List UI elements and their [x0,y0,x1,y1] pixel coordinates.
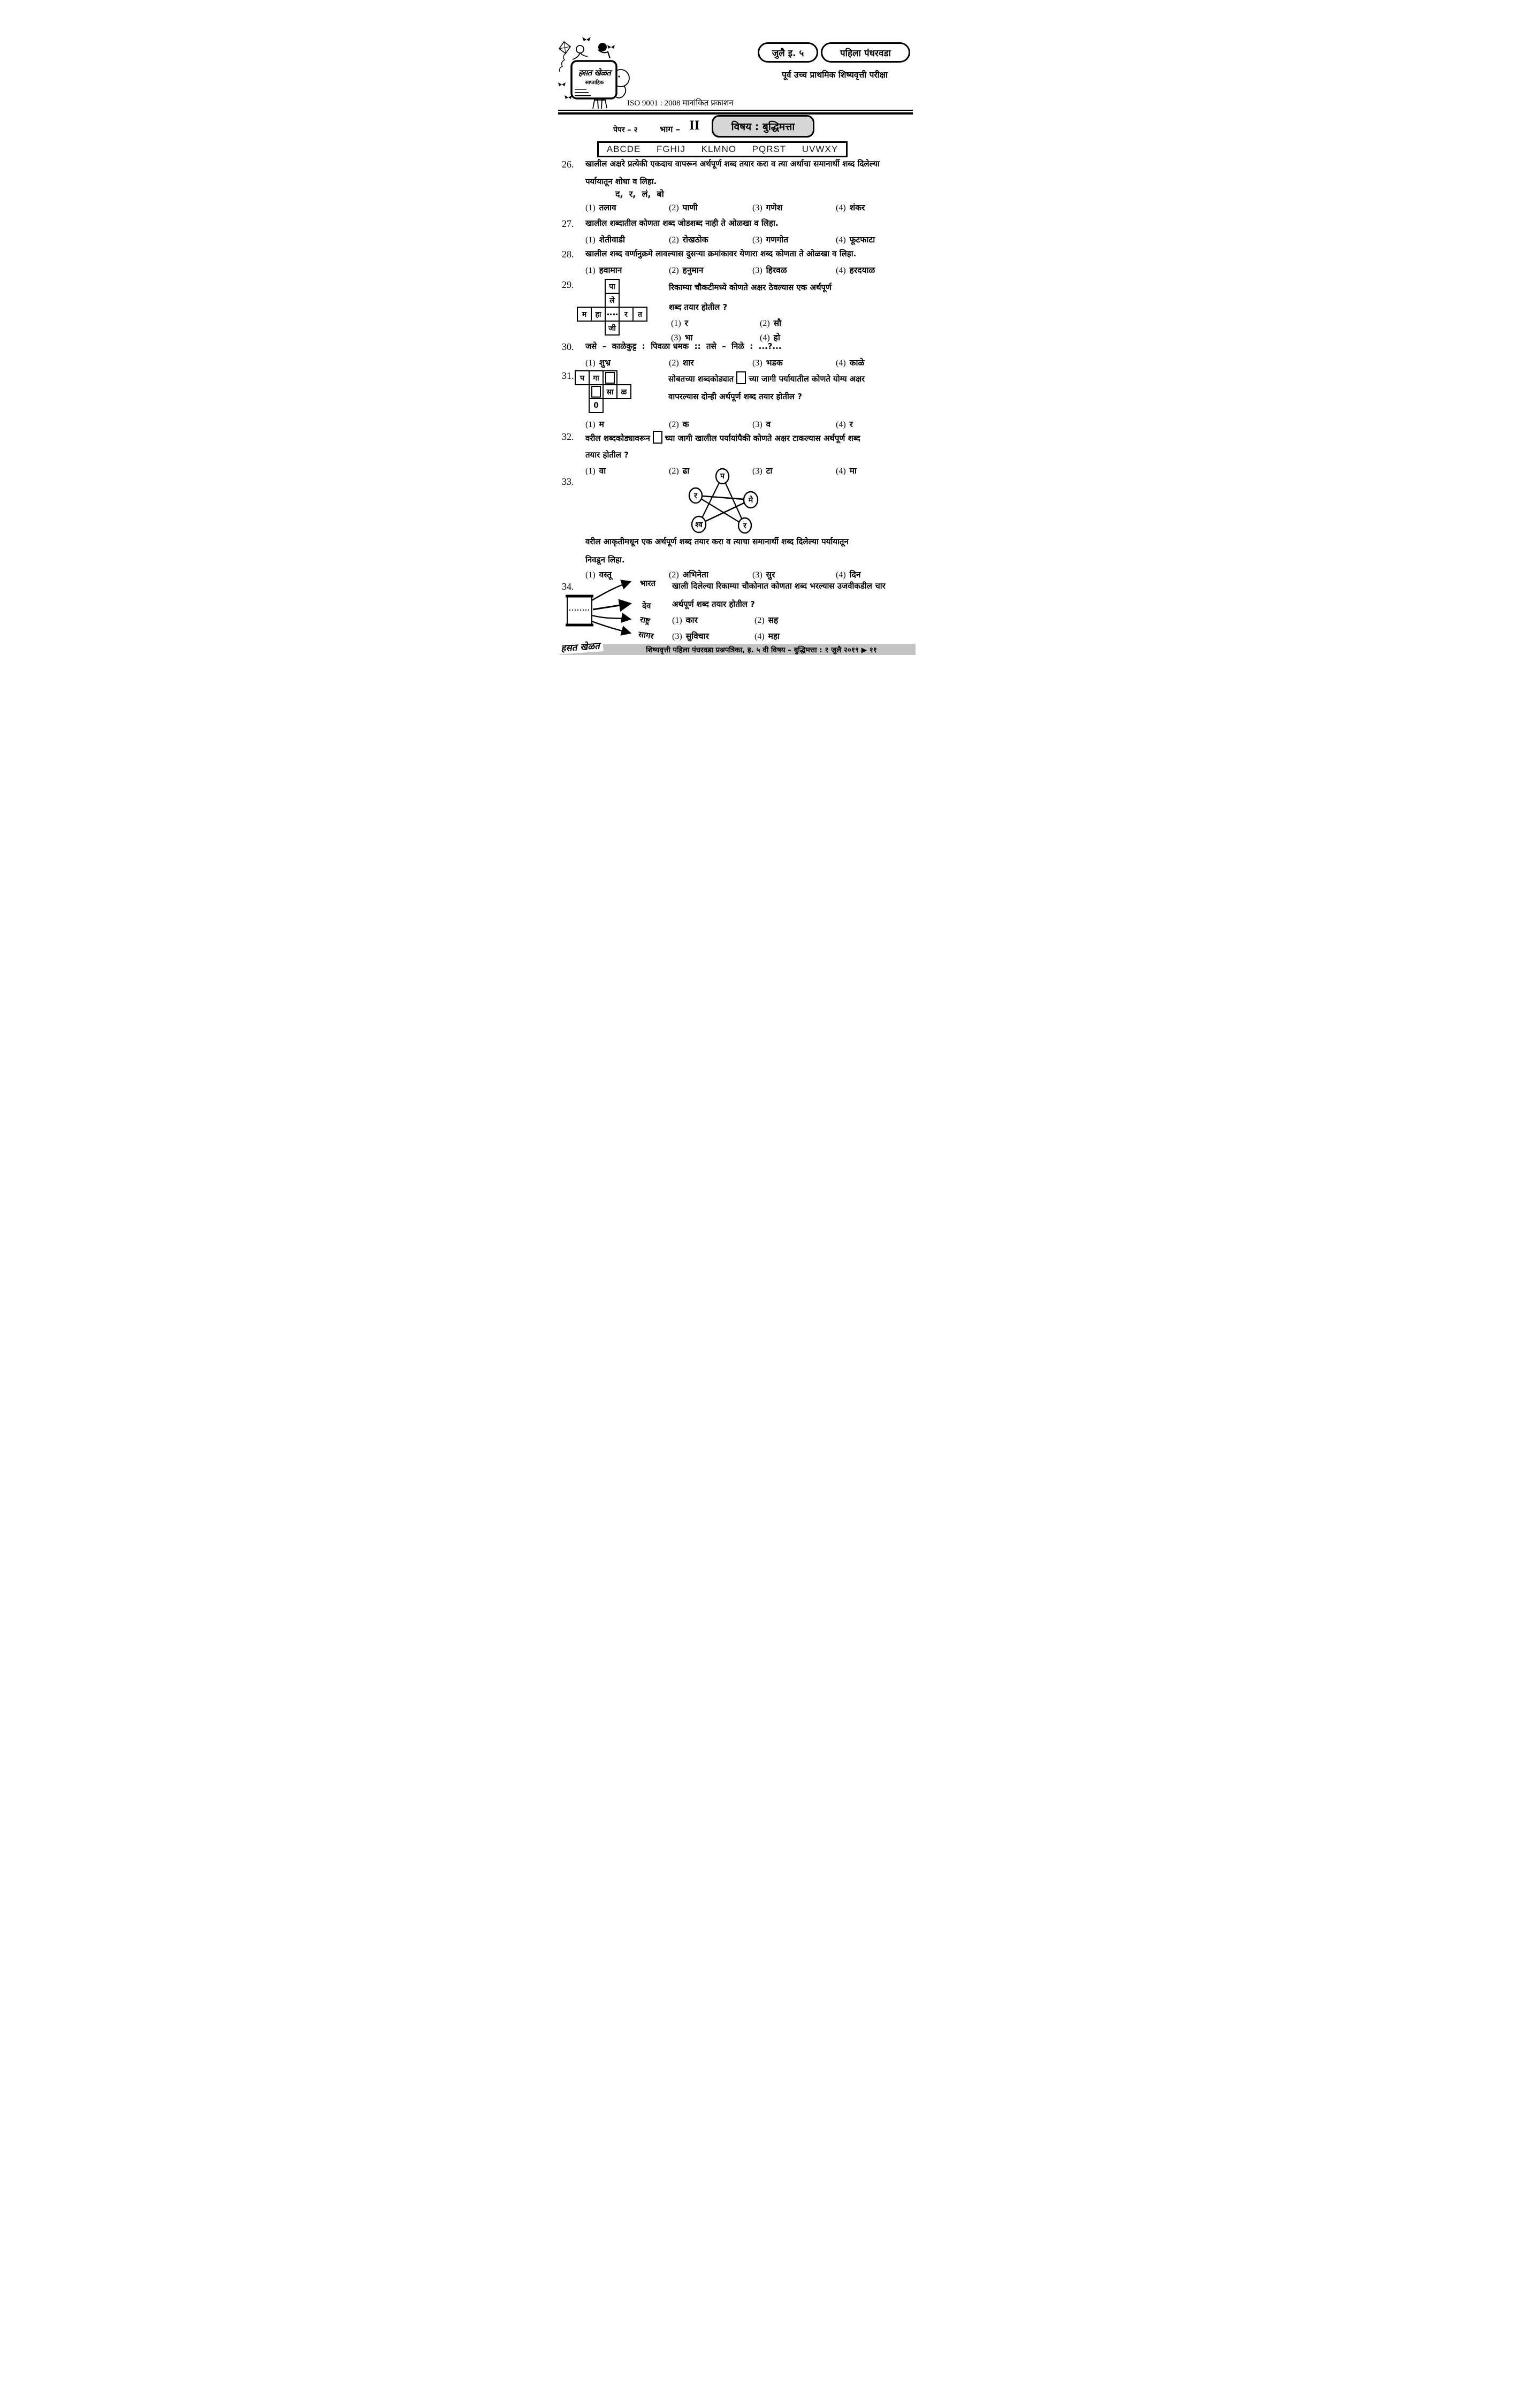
option-number: (2) [754,616,765,625]
option-number: (2) [669,467,679,476]
blank-box-icon [591,386,601,398]
option [585,233,669,245]
option-number: (1) [585,359,596,368]
option [672,614,754,626]
q30-text: जसे – काळेकुट्ट : पिवळा धमक :: तसे – निळे : ...?... [585,341,782,351]
q29-crossword-grid [577,279,647,336]
exam-title: पूर्व उच्च प्राथमिक शिष्यवृत्ती परीक्षा [782,70,888,80]
alphabet-strip [597,141,848,157]
grid-cell: त [632,307,647,322]
paper-label: पेपर – २ [613,126,638,134]
logo-title: हसत खेळत [578,68,611,78]
q32-number: 32. [562,431,574,442]
option-number: (1) [585,420,596,429]
option-label: सौ [773,318,782,328]
kite-icon [559,42,570,72]
q31-text-line1 [668,371,865,384]
q26-text-line2: पर्यायातून शोधा व लिहा. [585,177,657,186]
q34-options-row2 [672,630,837,642]
option-number: (1) [672,616,682,625]
q26-options [585,201,919,213]
option-label: क [682,420,689,429]
blank-box-icon [605,372,615,384]
star-letter-right: मे [748,496,753,505]
alphabet-group: PQRST [752,144,787,154]
option [752,568,836,580]
option-label: सह [768,615,779,625]
grid-cell: जी [605,321,620,336]
part-roman-numeral: II [689,118,700,133]
option-label: हनुमान [682,265,704,275]
option-label: शार [682,358,694,368]
q28-number: 28. [562,249,574,260]
option-number: (4) [836,359,846,368]
q34-word-sagar: सागर [637,629,654,641]
grid-cell: सा [603,384,617,399]
option [752,264,836,276]
option [752,233,836,245]
option-number: (4) [836,235,846,245]
q31-text-line2: वापरल्यास दोन्ही अर्थपूर्ण शब्द तयार होतील ? [668,392,802,401]
grid-cell: ले [605,293,620,308]
option [585,356,669,368]
footer-brand: हसत खेळत [557,639,603,654]
q31-options [585,418,919,430]
q27-number: 27. [562,218,574,229]
option-label: दिन [849,570,861,580]
option-number: (1) [585,266,596,275]
option-label: काळे [849,358,865,368]
q34-word-diagram [561,577,637,640]
q33-text-line2: निवडून लिहा. [585,555,625,565]
grid-cell: 0 [589,398,604,413]
option [836,418,919,430]
part-label: भाग – [660,124,680,134]
option-label: फूटफाटा [849,235,875,245]
option-number: (3) [752,570,762,580]
option-label: सुविचार [685,631,709,641]
option-number: (4) [760,333,770,342]
option-number: (4) [836,203,846,212]
q32-text-after-box: च्या जागी खालील पर्यायांपैकी कोणते अक्षर टाकल्यास अर्थपूर्ण शब्द [665,433,860,443]
q30-number: 30. [562,341,574,352]
q29-number: 29. [562,279,574,290]
option-number: (2) [669,570,679,580]
option-label: गणेश [766,203,783,212]
option-number: (3) [672,632,682,641]
option-number: (4) [754,632,765,641]
option-label: मा [849,466,857,476]
option [754,614,837,626]
option-label: रोखठोक [682,235,708,245]
exam-paper-page [508,0,1017,803]
option-number: (1) [585,235,596,245]
logo-subtitle: साप्ताहिक [585,80,604,86]
option-number: (3) [752,235,762,245]
option-label: हिरवळ [766,265,787,275]
option [754,630,837,642]
q34-word-dev: देव [642,601,651,611]
option [752,418,836,430]
grid-cell: पा [605,279,620,294]
option [836,568,919,580]
option [669,568,752,580]
option-label: शुभ्र [599,358,611,368]
option-label: हरदयाळ [849,265,875,275]
q27-text: खालील शब्दातील कोणता शब्द जोडशब्द नाही ते ओळखा व लिहा. [585,218,779,228]
option-label: भा [684,333,693,342]
issue-badge: जुलै इ. ५ [758,42,818,63]
q33-text-line1: वरील आकृतीमधून एक अर्थपूर्ण शब्द तयार करा व त्याचा समानार्थी शब्द दिलेल्या पर्यायातून [585,537,849,546]
dotted-blank-icon [607,314,617,315]
option [760,317,849,329]
option-number: (2) [760,319,770,328]
option-label: ढा [682,466,690,476]
alphabet-group: UVWXY [802,144,838,154]
q32-text-line1 [585,431,860,444]
option-number: (3) [752,203,762,212]
q26-number: 26. [562,159,574,170]
option-label: र [684,318,688,328]
q31-text-before-box: सोबतच्या शब्दकोड्यात [668,374,734,384]
option [836,233,919,245]
option [585,264,669,276]
q34-text-line1: खाली दिलेल्या रिकाम्या चौकोनात कोणता शब्द भरल्यास उजवीकडील चार [672,581,886,591]
option-label: वा [599,466,606,476]
option-label: महा [768,631,780,641]
option [585,418,669,430]
grid-cell: प [575,370,590,385]
option-number: (4) [836,266,846,275]
alphabet-group: ABCDE [606,144,641,154]
grid-cell: र [619,307,634,322]
q34-text-line2: अर्थपूर्ण शब्द तयार होतील ? [672,599,755,609]
q29-options-row1 [671,317,849,329]
option-number: (4) [836,467,846,476]
grid-cell-blank [605,307,620,322]
option [752,201,836,213]
q28-text: खालील शब्द वर्णानुक्रमे लावल्यास दुसऱ्या क्रमांकावर येणारा शब्द कोणता ते ओळखा व लिहा. [585,249,857,258]
star-letter-left: र [694,492,697,500]
option [836,464,919,476]
option-label: र [849,420,853,429]
grid-cell-blank [589,384,604,399]
q29-text-line2: शब्द तयार होतील ? [669,302,728,312]
option [836,264,919,276]
option-label: गणगोत [766,235,789,245]
option-label: हवामान [599,265,622,275]
option-number: (1) [585,467,596,476]
option-label: अभिनेता [682,570,708,580]
option [671,317,760,329]
option-label: भडक [766,358,783,368]
option-label: वस्तू [599,570,612,580]
option-number: (2) [669,420,679,429]
footer-bar-text: शिष्यवृत्ती पहिला पंधरवडा प्रश्नपत्रिका, इ. ५ वी विषय – बुद्धिमत्ता : १ जुलै २०१९ ▶ ११ [646,645,877,654]
subject-badge: विषय : बुद्धिमत्ता [712,115,814,138]
option-number: (3) [671,333,681,342]
arrow-icon [592,582,630,633]
option [836,356,919,368]
option-number: (3) [752,266,762,275]
q31-crossword-grid [575,370,634,413]
option [669,201,752,213]
option-label: शंकर [849,203,865,212]
q31-text-after-box: च्या जागी पर्यायातील कोणते योग्य अक्षर [749,374,865,384]
grid-cell: ळ [616,384,631,399]
header-divider [558,110,913,115]
fortnight-badge: पहिला पंधरवडा [821,42,910,63]
q32-text-before-box: वरील शब्दकोड्यावरून [585,433,650,443]
option [669,356,752,368]
q26-text-line1: खालील अक्षरे प्रत्येकी एकदाच वापरून अर्थपूर्ण शब्द तयार करा व त्या अर्थाचा समानार्थी शब्द दिलेल्या [585,159,880,169]
option [585,201,669,213]
option-number: (3) [752,420,762,429]
option-number: (2) [669,359,679,368]
footer-bar [559,644,916,655]
option-number: (2) [669,203,679,212]
q26-letter-set: द, र, लं, बो [615,189,664,199]
option-number: (1) [671,319,681,328]
q29-text-line1: रिकाम्या चौकटीमध्ये कोणते अक्षर ठेवल्यास एक अर्थपूर्ण [669,283,832,292]
q31-number: 31. [562,370,574,381]
option-label: टा [766,466,773,476]
option-number: (1) [585,203,596,212]
option-label: सुर [766,570,775,580]
option-label: हो [773,333,780,342]
option-label: तलाव [599,203,616,212]
grid-cell: गा [589,370,604,385]
q34-options-row1 [672,614,837,626]
q32-text-line2: तयार होतील ? [585,450,629,460]
option [752,356,836,368]
blank-box-icon [736,371,746,384]
option [585,464,669,476]
iso-certification-line: ISO 9001 : 2008 मानांकित प्रकाशन [627,99,734,108]
blank-box-icon [653,431,662,444]
option-number: (4) [836,570,846,580]
alphabet-group: FGHIJ [656,144,686,154]
q28-options [585,264,919,276]
option-label: कार [685,615,698,625]
option-number: (2) [669,266,679,275]
q33-number: 33. [562,476,574,487]
option [672,630,754,642]
q34-word-rashtra: राष्ट्र [639,614,651,626]
q34-number: 34. [562,581,574,592]
grid-cell: हा [591,307,606,322]
grid-cell: म [577,307,592,322]
option-label: शेतीवाडी [599,235,625,245]
grid-cell-blank [603,370,617,385]
option-label: व [766,420,771,429]
option [836,201,919,213]
option-number: (2) [669,235,679,245]
option-number: (4) [836,420,846,429]
star-letter-bottom-right: र [743,522,746,530]
star-letter-bottom-left: श्व [695,521,703,529]
option [669,264,752,276]
option-number: (1) [585,570,596,580]
option-label: म [599,420,604,429]
star-letter-top: प [720,472,725,481]
alphabet-group: KLMNO [701,144,737,154]
option [752,464,836,476]
option [669,418,752,430]
option [669,233,752,245]
q30-options [585,356,919,368]
option-number: (3) [752,467,762,476]
q27-options [585,233,919,245]
option-label: पाणी [682,203,698,212]
q34-word-bharat: भारत [640,578,656,588]
blank-word-box [566,596,593,625]
option-number: (3) [752,359,762,368]
